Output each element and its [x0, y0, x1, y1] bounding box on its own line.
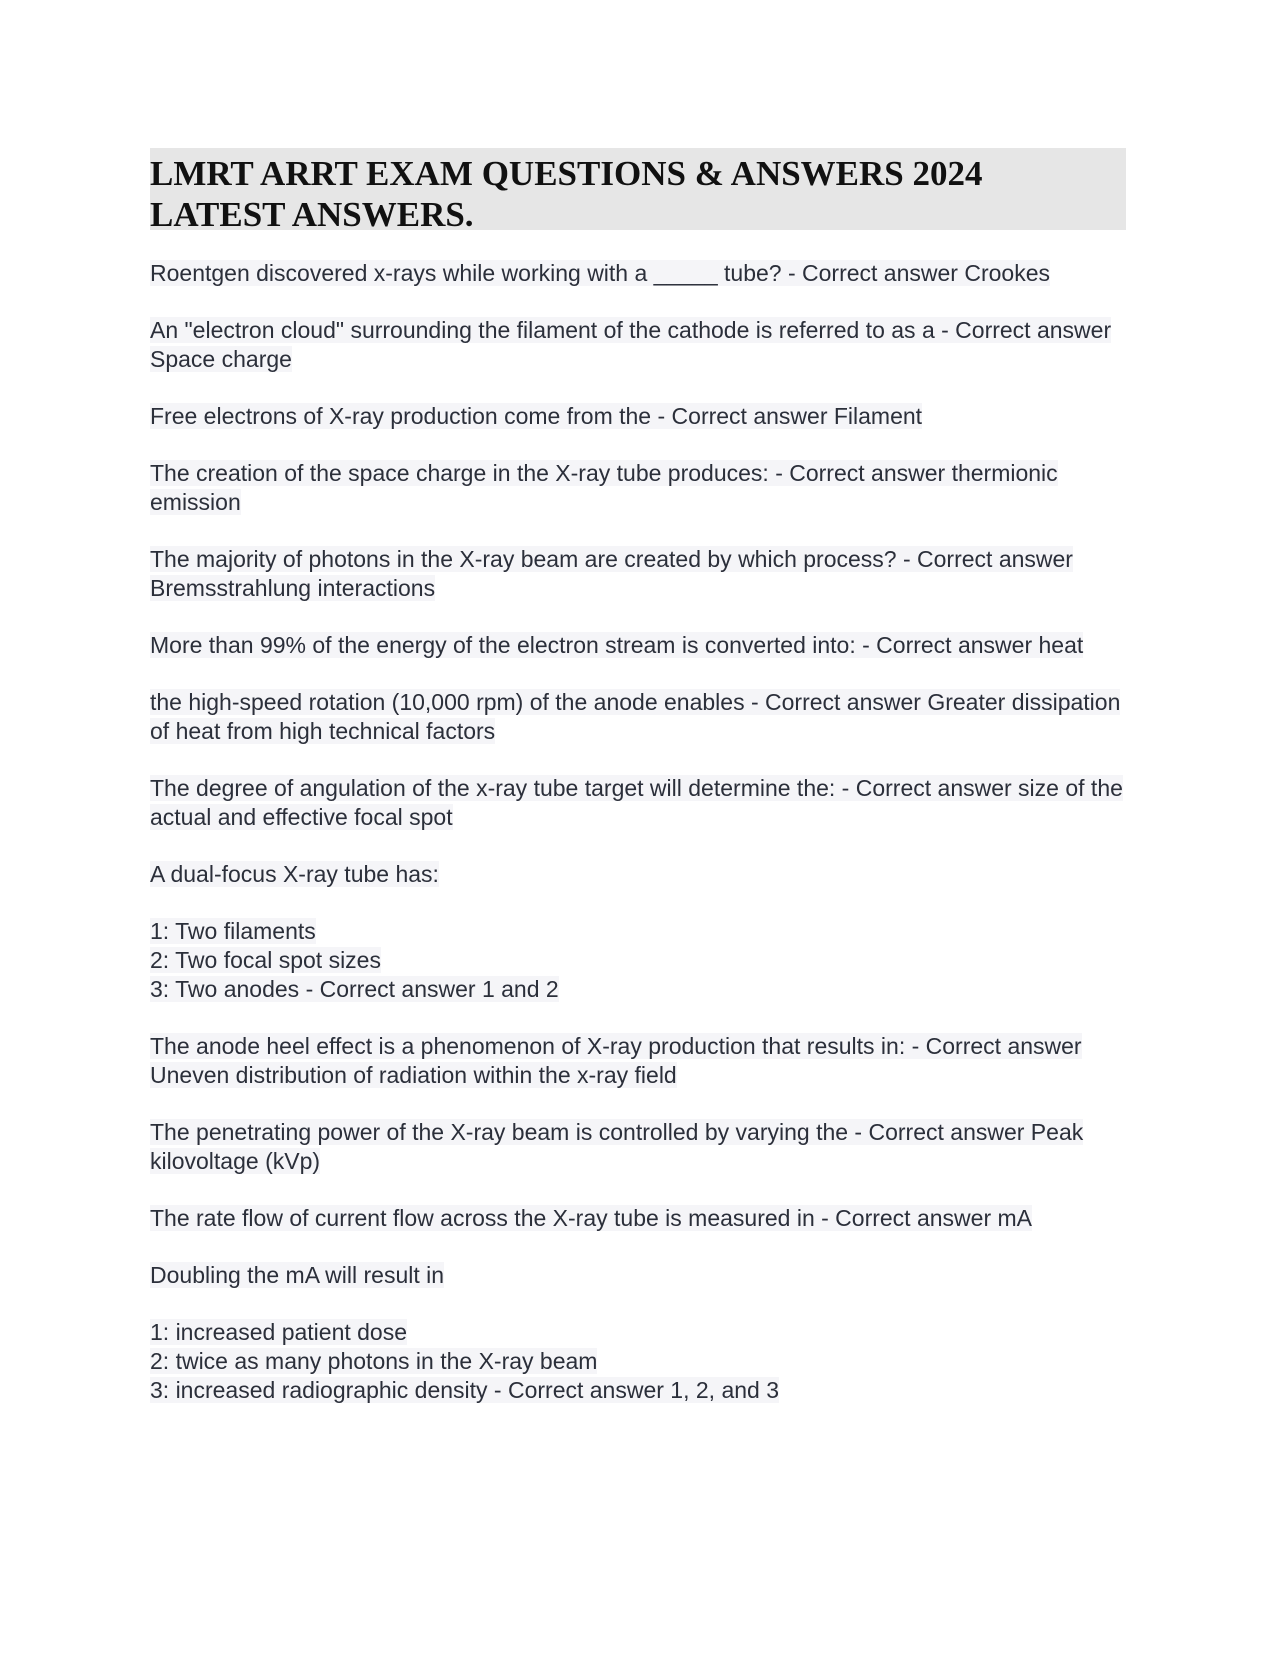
list-item: 1: increased patient dose — [150, 1319, 408, 1345]
title-block — [150, 148, 1126, 234]
list-item: 2: Two focal spot sizes — [150, 947, 381, 973]
list-item: 3: increased radiographic density - Correct answer 1, 2, and 3 — [150, 1377, 779, 1403]
qa-text: Doubling the mA will result in — [150, 1262, 445, 1288]
list-item: 3: Two anodes - Correct answer 1 and 2 — [150, 976, 559, 1002]
qa-text: Roentgen discovered x-rays while working with a _____ tube? - Correct answer Crookes — [150, 260, 1050, 286]
qa-item — [150, 1204, 1126, 1233]
qa-item — [150, 402, 1126, 431]
document-page — [150, 148, 1126, 1433]
qa-item — [150, 1118, 1126, 1176]
qa-text: The rate flow of current flow across the X-ray tube is measured in - Correct answer mA — [150, 1205, 1032, 1231]
qa-item — [150, 459, 1126, 517]
qa-item — [150, 1032, 1126, 1090]
qa-text: An "electron cloud" surrounding the filament of the cathode is referred to as a - Correct answer Space charge — [150, 317, 1112, 372]
qa-text: Free electrons of X-ray production come from the - Correct answer Filament — [150, 403, 923, 429]
qa-item — [150, 774, 1126, 832]
qa-text: the high-speed rotation (10,000 rpm) of the anode enables - Correct answer Greater dissipation of heat from high technical factors — [150, 689, 1121, 744]
qa-text: The anode heel effect is a phenomenon of X-ray production that results in: - Correct answer Uneven distribution of radiation within the x-ray field — [150, 1033, 1082, 1088]
qa-text: The creation of the space charge in the X-ray tube produces: - Correct answer thermionic emission — [150, 460, 1058, 515]
qa-numbered-list — [150, 1318, 1126, 1405]
qa-text: The majority of photons in the X-ray beam are created by which process? - Correct answer Bremsstrahlung interactions — [150, 546, 1073, 601]
qa-item — [150, 688, 1126, 746]
qa-text: The penetrating power of the X-ray beam is controlled by varying the - Correct answer Peak kilovoltage (kVp) — [150, 1119, 1084, 1174]
qa-item — [150, 316, 1126, 374]
qa-item — [150, 545, 1126, 603]
qa-item — [150, 860, 1126, 889]
list-item: 1: Two filaments — [150, 918, 316, 944]
qa-text: More than 99% of the energy of the electron stream is converted into: - Correct answer heat — [150, 632, 1084, 658]
qa-text: A dual-focus X-ray tube has: — [150, 861, 439, 887]
qa-item — [150, 631, 1126, 660]
qa-item — [150, 259, 1126, 288]
qa-list — [150, 259, 1126, 1405]
document-title: LMRT ARRT EXAM QUESTIONS & ANSWERS 2024 LATEST ANSWERS. — [150, 154, 983, 234]
list-item: 2: twice as many photons in the X-ray beam — [150, 1348, 598, 1374]
qa-numbered-list — [150, 917, 1126, 1004]
qa-text: The degree of angulation of the x-ray tube target will determine the: - Correct answer size of the actual and effective focal spot — [150, 775, 1123, 830]
qa-item — [150, 1261, 1126, 1290]
